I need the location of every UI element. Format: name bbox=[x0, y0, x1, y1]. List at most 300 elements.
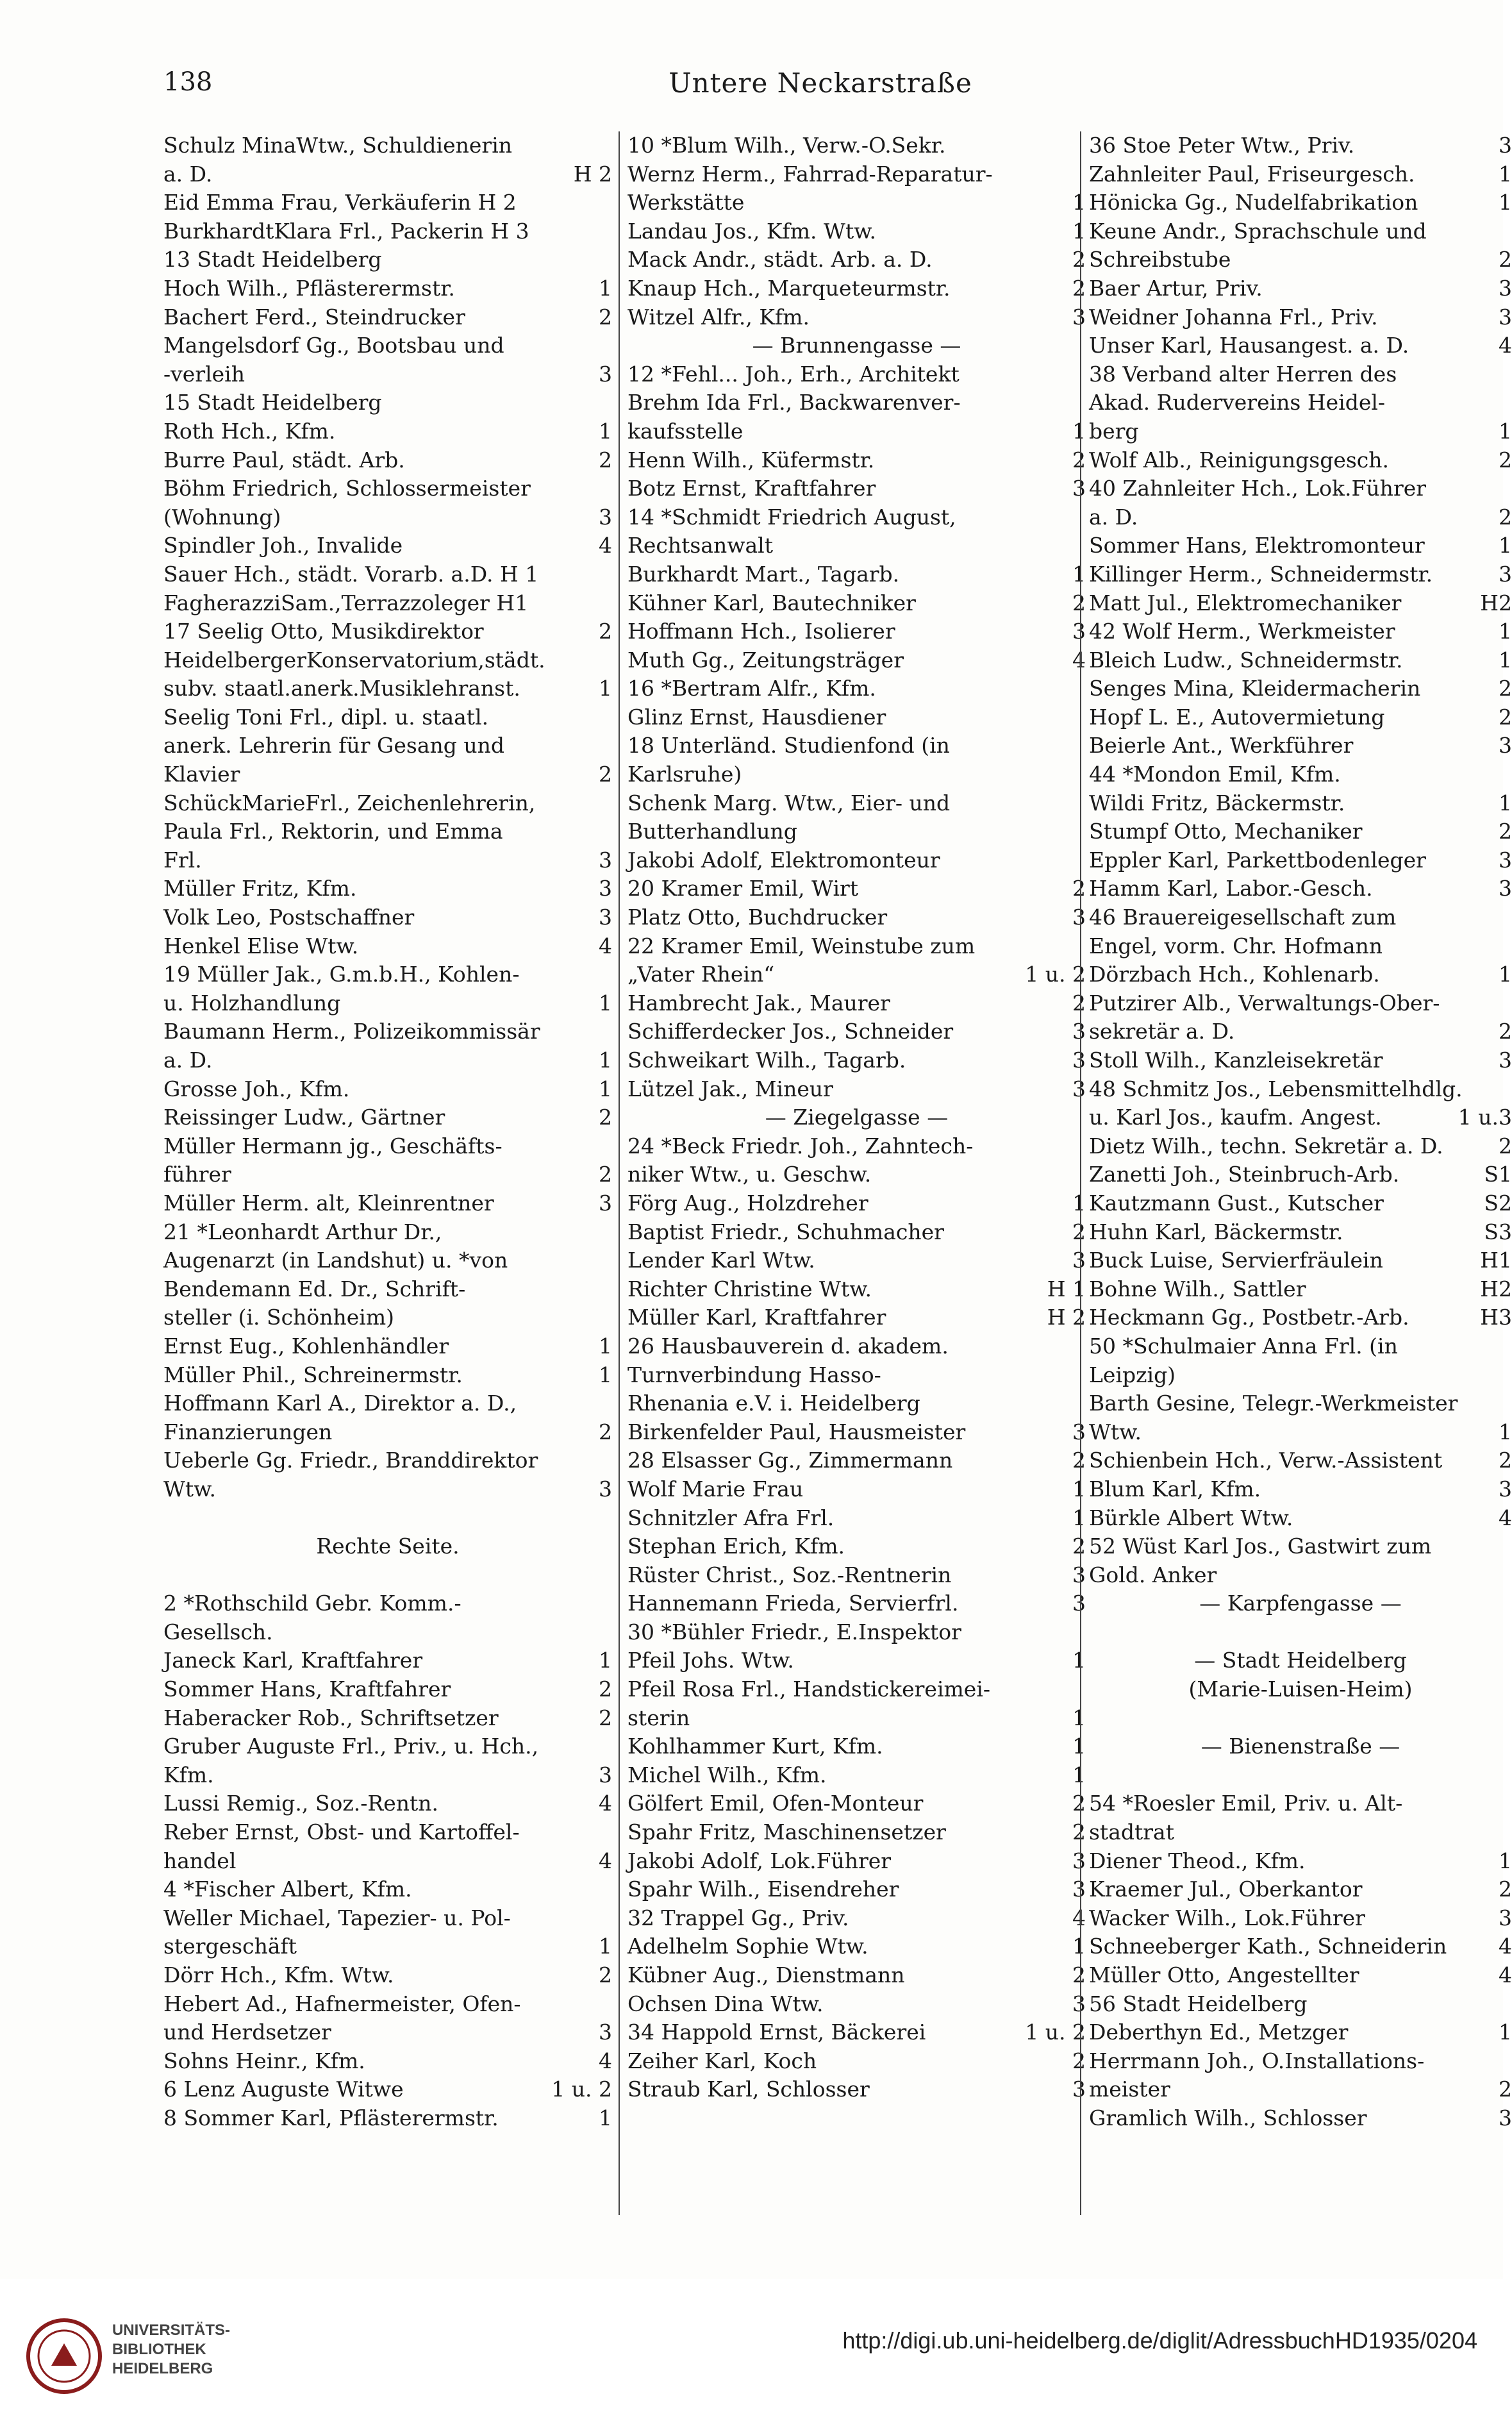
floor-number: 2 bbox=[1072, 1962, 1086, 1987]
directory-column-right bbox=[1080, 131, 1512, 2215]
directory-entry-line bbox=[627, 1818, 1086, 1847]
entry-text: Roth Hch., Kfm. bbox=[163, 418, 336, 444]
directory-entry-line bbox=[1089, 1504, 1512, 1533]
directory-entry-line bbox=[627, 874, 1086, 903]
floor-number: 1 bbox=[1499, 790, 1512, 816]
entry-text: Seelig Toni Frl., dipl. u. staatl. bbox=[163, 704, 489, 730]
entry-text: niker Wtw., u. Geschw. bbox=[627, 1162, 872, 1187]
entry-text: Lender Karl Wtw. bbox=[627, 1248, 815, 1273]
floor-number: 4 bbox=[599, 1848, 612, 1873]
floor-number: 2 bbox=[599, 1705, 612, 1730]
directory-entry-line bbox=[627, 732, 1086, 760]
floor-number: 3 bbox=[1499, 133, 1512, 158]
directory-entry-line bbox=[1089, 1904, 1512, 1933]
floor-number: H3 bbox=[1480, 1305, 1512, 1330]
directory-entry-line bbox=[163, 760, 612, 789]
floor-number: 4 bbox=[1499, 1505, 1512, 1530]
entry-text: Kautzmann Gust., Kutscher bbox=[1089, 1190, 1384, 1216]
directory-entry-line bbox=[1089, 1418, 1512, 1447]
directory-entry-line bbox=[1089, 674, 1512, 703]
entry-text: 4 *Fischer Albert, Kfm. bbox=[163, 1877, 412, 1902]
floor-number: 2 bbox=[1072, 1448, 1086, 1473]
entry-text: Sohns Heinr., Kfm. bbox=[163, 2048, 365, 2073]
floor-number: H1 bbox=[1480, 1248, 1512, 1273]
directory-column-middle bbox=[619, 131, 1086, 2215]
directory-entry-line bbox=[163, 1675, 612, 1704]
directory-entry-line bbox=[627, 1532, 1086, 1561]
entry-text: — Stadt Heidelberg bbox=[1194, 1648, 1407, 1673]
entry-text: 21 *Leonhardt Arthur Dr., bbox=[163, 1219, 442, 1244]
entry-text: Schneeberger Kath., Schneiderin bbox=[1089, 1934, 1447, 1959]
directory-entry-line bbox=[163, 1818, 612, 1847]
section-heading bbox=[163, 1532, 612, 1561]
directory-entry-line bbox=[163, 531, 612, 560]
floor-number: 3 bbox=[599, 504, 612, 530]
floor-number: 1 u.3 bbox=[1458, 1105, 1512, 1130]
entry-text: Eid Emma Frau, Verkäuferin H 2 bbox=[163, 190, 517, 215]
directory-entry-line bbox=[163, 1475, 612, 1504]
floor-number: H 2 bbox=[573, 161, 612, 187]
floor-number: 2 bbox=[599, 1162, 612, 1187]
directory-entry-line bbox=[163, 1303, 612, 1332]
directory-entry-line bbox=[163, 274, 612, 303]
directory-entry-line bbox=[1089, 732, 1512, 760]
entry-text: 18 Unterländ. Studienfond (in bbox=[627, 733, 950, 758]
floor-number: 1 u. 2 bbox=[551, 2077, 612, 2102]
entry-text: Schenk Marg. Wtw., Eier- und bbox=[627, 790, 951, 816]
entry-text: Förg Aug., Holzdreher bbox=[627, 1190, 868, 1216]
floor-number: 2 bbox=[1499, 676, 1512, 701]
entry-text: Wtw. bbox=[163, 1476, 217, 1502]
floor-number: 4 bbox=[1072, 1905, 1086, 1930]
floor-number: 3 bbox=[1499, 733, 1512, 758]
floor-number: 4 bbox=[599, 533, 612, 558]
floor-number: 3 bbox=[1072, 1076, 1086, 1101]
entry-text: Kühner Karl, Bautechniker bbox=[627, 590, 916, 615]
entry-text: Spahr Wilh., Eisendreher bbox=[627, 1877, 899, 1902]
entry-text: Witzel Alfr., Kfm. bbox=[627, 304, 810, 330]
directory-entry-line bbox=[627, 560, 1086, 589]
entry-text: Müller Karl, Kraftfahrer bbox=[627, 1305, 886, 1330]
entry-text: Böhm Friedrich, Schlossermeister bbox=[163, 476, 531, 501]
entry-text: Mangelsdorf Gg., Bootsbau und bbox=[163, 333, 504, 358]
entry-text: a. D. bbox=[163, 1048, 213, 1073]
entry-text: 2 *Rothschild Gebr. Komm.- bbox=[163, 1591, 461, 1616]
directory-entry-line bbox=[163, 389, 612, 417]
directory-entry-line bbox=[627, 274, 1086, 303]
floor-number: 4 bbox=[599, 2048, 612, 2073]
entry-text: Karlsruhe) bbox=[627, 762, 742, 787]
directory-entry-line bbox=[163, 303, 612, 332]
entry-text: Leipzig) bbox=[1089, 1362, 1176, 1387]
directory-entry-line bbox=[1089, 1189, 1512, 1218]
directory-entry-line bbox=[1089, 1017, 1512, 1046]
floor-number: 2 bbox=[599, 1962, 612, 1987]
entry-text: Bachert Ferd., Steindrucker bbox=[163, 304, 465, 330]
entry-text: Finanzierungen bbox=[163, 1419, 333, 1444]
directory-entry-line bbox=[627, 617, 1086, 646]
entry-text: Jakobi Adolf, Lok.Führer bbox=[627, 1848, 892, 1873]
floor-number: 3 bbox=[599, 2020, 612, 2045]
entry-text: Pfeil Johs. Wtw. bbox=[627, 1648, 794, 1673]
directory-entry-line bbox=[627, 1990, 1086, 2019]
directory-entry-line bbox=[627, 1675, 1086, 1704]
directory-entry-line bbox=[1089, 1990, 1512, 2019]
entry-text: Kraemer Jul., Oberkantor bbox=[1089, 1877, 1363, 1902]
directory-entry-line bbox=[627, 2047, 1086, 2076]
entry-text: Stoll Wilh., Kanzleisekretär bbox=[1089, 1048, 1383, 1073]
floor-number: 3 bbox=[1499, 1476, 1512, 1502]
floor-number: 1 bbox=[599, 1934, 612, 1959]
directory-entry-line bbox=[1089, 1875, 1512, 1904]
floor-number: 2 bbox=[1072, 876, 1086, 901]
directory-entry-line bbox=[627, 1218, 1086, 1247]
directory-entry-line bbox=[1089, 417, 1512, 446]
entry-text: — Ziegelgasse — bbox=[765, 1105, 949, 1130]
floor-number: 2 bbox=[1072, 275, 1086, 301]
entry-text: Knaup Hch., Marqueteurmstr. bbox=[627, 275, 951, 301]
directory-entry-line bbox=[627, 1704, 1086, 1733]
entry-text: Haberacker Rob., Schriftsetzer bbox=[163, 1705, 499, 1730]
floor-number: 2 bbox=[1072, 1791, 1086, 1816]
entry-text: Müller Otto, Angestellter bbox=[1089, 1962, 1359, 1987]
directory-entry-line bbox=[163, 131, 612, 160]
directory-entry-line bbox=[627, 389, 1086, 417]
floor-number: 1 bbox=[599, 1076, 612, 1101]
floor-number: 2 bbox=[599, 304, 612, 330]
directory-entry-line bbox=[163, 674, 612, 703]
entry-text: 52 Wüst Karl Jos., Gastwirt zum bbox=[1089, 1534, 1432, 1559]
entry-text: 6 Lenz Auguste Witwe bbox=[163, 2077, 404, 2102]
directory-entry-line bbox=[163, 932, 612, 961]
directory-entry-line bbox=[163, 1961, 612, 1990]
entry-text: Hoffmann Karl A., Direktor a. D., bbox=[163, 1391, 517, 1416]
entry-text: Paula Frl., Rektorin, und Emma bbox=[163, 819, 503, 844]
directory-entry-line bbox=[1089, 217, 1512, 246]
entry-text: Gramlich Wilh., Schlosser bbox=[1089, 2105, 1367, 2130]
directory-entry-line bbox=[1089, 1761, 1512, 1790]
entry-text: 13 Stadt Heidelberg bbox=[163, 247, 382, 272]
directory-entry-line bbox=[627, 1904, 1086, 1933]
entry-text: Heckmann Gg., Postbetr.-Arb. bbox=[1089, 1305, 1409, 1330]
directory-entry-line bbox=[627, 1246, 1086, 1275]
entry-text: stadtrat bbox=[1089, 1820, 1174, 1845]
library-name-line: UNIVERSITÄTS- bbox=[112, 2322, 231, 2339]
directory-entry-line bbox=[163, 1789, 612, 1818]
directory-entry-line bbox=[163, 789, 612, 818]
entry-text: Lützel Jak., Mineur bbox=[627, 1076, 833, 1101]
directory-entry-line bbox=[163, 646, 612, 675]
entry-text: 14 *Schmidt Friedrich August, bbox=[627, 504, 956, 530]
directory-entry-line bbox=[627, 789, 1086, 818]
directory-entry-line bbox=[1089, 188, 1512, 217]
directory-entry-line bbox=[1089, 1446, 1512, 1475]
directory-entry-line bbox=[163, 1990, 612, 2019]
entry-text: Eppler Karl, Parkettbodenleger bbox=[1089, 847, 1426, 873]
floor-number: 3 bbox=[1499, 876, 1512, 901]
entry-text: a. D. bbox=[1089, 504, 1138, 530]
directory-entry-line bbox=[627, 160, 1086, 189]
directory-entry-line bbox=[163, 1132, 612, 1161]
entry-text: Michel Wilh., Kfm. bbox=[627, 1762, 827, 1787]
floor-number: 2 bbox=[1499, 1019, 1512, 1044]
floor-number: 4 bbox=[599, 933, 612, 958]
directory-entry-line bbox=[627, 1046, 1086, 1075]
entry-text: berg bbox=[1089, 418, 1139, 444]
directory-entry-line bbox=[1089, 531, 1512, 560]
entry-text: Zeiher Karl, Koch bbox=[627, 2048, 817, 2073]
entry-text: Barth Gesine, Telegr.-Werkmeister bbox=[1089, 1391, 1458, 1416]
directory-entry-line bbox=[163, 1389, 612, 1418]
library-name bbox=[112, 2321, 230, 2379]
source-url-link[interactable]: http://digi.ub.uni-heidelberg.de/diglit/AdressbuchHD1935/0204 bbox=[842, 2327, 1477, 2354]
directory-entry-line bbox=[1089, 1704, 1512, 1733]
directory-entry-line bbox=[627, 217, 1086, 246]
directory-entry-line bbox=[163, 160, 612, 189]
entry-text: 12 *Fehl... Joh., Erh., Architekt bbox=[627, 361, 960, 387]
floor-number: 2 bbox=[1072, 447, 1086, 473]
directory-entry-line bbox=[163, 617, 612, 646]
floor-number: 3 bbox=[1072, 304, 1086, 330]
entry-text: Zahnleiter Paul, Friseurgesch. bbox=[1089, 161, 1415, 187]
directory-entry-line bbox=[163, 1017, 612, 1046]
entry-text: Schnitzler Afra Frl. bbox=[627, 1505, 835, 1530]
floor-number: 2 bbox=[599, 447, 612, 473]
directory-entry-line bbox=[1089, 1618, 1512, 1647]
entry-text: 15 Stadt Heidelberg bbox=[163, 390, 382, 415]
floor-number: 4 bbox=[599, 1791, 612, 1816]
directory-entry-line bbox=[163, 1504, 612, 1533]
floor-number: 3 bbox=[599, 905, 612, 930]
floor-number: 2 bbox=[1072, 990, 1086, 1016]
directory-entry-line bbox=[627, 1189, 1086, 1218]
entry-text: kaufsstelle bbox=[627, 418, 744, 444]
directory-entry-line bbox=[1089, 589, 1512, 618]
floor-number: 1 bbox=[599, 676, 612, 701]
entry-text: Janeck Karl, Kraftfahrer bbox=[163, 1648, 423, 1673]
entry-text: Klavier bbox=[163, 762, 240, 787]
floor-number: 3 bbox=[1072, 1019, 1086, 1044]
directory-entry-line bbox=[163, 732, 612, 760]
entry-text: Schreibstube bbox=[1089, 247, 1231, 272]
entry-text: 40 Zahnleiter Hch., Lok.Führer bbox=[1089, 476, 1427, 501]
directory-entry-line bbox=[163, 1904, 612, 1933]
directory-entry-line bbox=[1089, 1046, 1512, 1075]
directory-entry-line bbox=[1089, 389, 1512, 417]
directory-entry-line bbox=[1089, 1532, 1512, 1561]
entry-text: Hambrecht Jak., Maurer bbox=[627, 990, 890, 1016]
floor-number: 3 bbox=[1499, 561, 1512, 587]
entry-text: Herrmann Joh., O.Installations- bbox=[1089, 2048, 1425, 2073]
entry-text: 36 Stoe Peter Wtw., Priv. bbox=[1089, 133, 1355, 158]
entry-text: Volk Leo, Postschaffner bbox=[163, 905, 415, 930]
directory-entry-line bbox=[163, 1446, 612, 1475]
floor-number: 3 bbox=[599, 361, 612, 387]
entry-text: 32 Trappel Gg., Priv. bbox=[627, 1905, 849, 1930]
directory-entry-line bbox=[163, 1932, 612, 1961]
entry-text: Augenarzt (in Landshut) u. *von bbox=[163, 1248, 508, 1273]
entry-text: 44 *Mondon Emil, Kfm. bbox=[1089, 762, 1341, 787]
directory-entry-line bbox=[163, 1332, 612, 1361]
directory-entry-line bbox=[163, 1189, 612, 1218]
directory-entry-line bbox=[1089, 274, 1512, 303]
floor-number: 2 bbox=[1499, 247, 1512, 272]
entry-text: Killinger Herm., Schneidermstr. bbox=[1089, 561, 1433, 587]
entry-text: Gesellsch. bbox=[163, 1619, 273, 1644]
directory-entry-line bbox=[627, 446, 1086, 475]
entry-text: Adelhelm Sophie Wtw. bbox=[627, 1934, 868, 1959]
floor-number: 1 bbox=[1499, 2020, 1512, 2045]
entry-text: FagherazziSam.,Terrazzoleger H1 bbox=[163, 590, 529, 615]
directory-entry-line bbox=[163, 246, 612, 274]
entry-text: Huhn Karl, Bäckermstr. bbox=[1089, 1219, 1343, 1244]
entry-text: Wernz Herm., Fahrrad-Reparatur- bbox=[627, 161, 993, 187]
entry-text: -verleih bbox=[163, 361, 245, 387]
directory-entry-line bbox=[627, 1618, 1086, 1647]
floor-number: 1 bbox=[599, 418, 612, 444]
floor-number: 1 bbox=[599, 1333, 612, 1359]
entry-text: Schweikart Wilh., Tagarb. bbox=[627, 1048, 906, 1073]
entry-text: Schifferdecker Jos., Schneider bbox=[627, 1019, 954, 1044]
directory-entry-line bbox=[163, 1646, 612, 1675]
floor-number: 1 bbox=[599, 990, 612, 1016]
entry-text: Kohlhammer Kurt, Kfm. bbox=[627, 1734, 883, 1759]
entry-text: Wacker Wilh., Lok.Führer bbox=[1089, 1905, 1365, 1930]
directory-entry-line bbox=[1089, 1218, 1512, 1247]
directory-entry-line bbox=[627, 188, 1086, 217]
entry-text: Schulz MinaWtw., Schuldienerin bbox=[163, 133, 513, 158]
entry-text: 42 Wolf Herm., Werkmeister bbox=[1089, 619, 1395, 644]
directory-entry-line bbox=[1089, 1475, 1512, 1504]
entry-text: u. Holzhandlung bbox=[163, 990, 341, 1016]
directory-entry-line bbox=[627, 1561, 1086, 1590]
floor-number: 3 bbox=[1072, 2077, 1086, 2102]
directory-entry-line bbox=[627, 1504, 1086, 1533]
entry-text: Brehm Ida Frl., Backwarenver- bbox=[627, 390, 961, 415]
directory-entry-line bbox=[1089, 131, 1512, 160]
directory-entry-line bbox=[627, 1361, 1086, 1390]
floor-number: 1 bbox=[1499, 962, 1512, 987]
entry-text: — Karpfengasse — bbox=[1199, 1591, 1402, 1616]
entry-text: 30 *Bühler Friedr., E.Inspektor bbox=[627, 1619, 961, 1644]
floor-number: 2 bbox=[1072, 247, 1086, 272]
entry-text: 24 *Beck Friedr. Joh., Zahntech- bbox=[627, 1133, 974, 1159]
entry-text: Dörzbach Hch., Kohlenarb. bbox=[1089, 962, 1380, 987]
directory-entry-line bbox=[627, 1932, 1086, 1961]
floor-number: 2 bbox=[1499, 704, 1512, 730]
floor-number: 1 bbox=[1072, 561, 1086, 587]
entry-text: HeidelbergerKonservatorium,städt. bbox=[163, 647, 545, 673]
entry-text: Schienbein Hch., Verw.-Assistent bbox=[1089, 1448, 1443, 1473]
entry-text: Platz Otto, Buchdrucker bbox=[627, 905, 888, 930]
directory-entry-line bbox=[163, 1732, 612, 1761]
entry-text: Baptist Friedr., Schuhmacher bbox=[627, 1219, 944, 1244]
library-name-line: BIBLIOTHEK bbox=[112, 2341, 206, 2358]
directory-entry-line bbox=[627, 1332, 1086, 1361]
entry-text: Hebert Ad., Hafnermeister, Ofen- bbox=[163, 1991, 521, 2016]
entry-text: 48 Schmitz Jos., Lebensmittelhdlg. bbox=[1089, 1076, 1463, 1101]
directory-entry-line bbox=[1089, 331, 1512, 360]
entry-text: Rhenania e.V. i. Heidelberg bbox=[627, 1391, 920, 1416]
page-header bbox=[163, 67, 1477, 106]
floor-number: 2 bbox=[1072, 1534, 1086, 1559]
entry-text: Birkenfelder Paul, Hausmeister bbox=[627, 1419, 966, 1444]
floor-number: 3 bbox=[599, 1762, 612, 1787]
entry-text: 20 Kramer Emil, Wirt bbox=[627, 876, 859, 901]
entry-text: Wolf Alb., Reinigungsgesch. bbox=[1089, 447, 1390, 473]
floor-number: 4 bbox=[1499, 1962, 1512, 1987]
entry-text: Sommer Hans, Elektromonteur bbox=[1089, 533, 1425, 558]
entry-text: sterin bbox=[627, 1705, 690, 1730]
directory-entry-line bbox=[1089, 446, 1512, 475]
directory-entry-line bbox=[163, 903, 612, 932]
floor-number: 1 bbox=[1072, 1762, 1086, 1787]
directory-entry-line bbox=[627, 960, 1086, 989]
directory-entry-line bbox=[1089, 960, 1512, 989]
directory-entry-line bbox=[627, 932, 1086, 961]
directory-entry-line bbox=[1089, 2104, 1512, 2133]
floor-number: 4 bbox=[1072, 647, 1086, 673]
directory-entry-line bbox=[627, 1961, 1086, 1990]
entry-text: Dietz Wilh., techn. Sekretär a. D. bbox=[1089, 1133, 1443, 1159]
directory-entry-line bbox=[627, 1275, 1086, 1304]
floor-number: 3 bbox=[1072, 1248, 1086, 1273]
directory-entry-line bbox=[163, 2104, 612, 2133]
entry-text: Jakobi Adolf, Elektromonteur bbox=[627, 847, 940, 873]
directory-entry-line bbox=[1089, 1275, 1512, 1304]
floor-number: 2 bbox=[1072, 1820, 1086, 1845]
directory-entry-line bbox=[627, 1160, 1086, 1189]
directory-entry-line bbox=[163, 846, 612, 875]
entry-text: Unser Karl, Hausangest. a. D. bbox=[1089, 333, 1409, 358]
entry-text: Wolf Marie Frau bbox=[627, 1476, 804, 1502]
floor-number: 2 bbox=[1499, 1133, 1512, 1159]
floor-number: 4 bbox=[1499, 1934, 1512, 1959]
directory-entry-line bbox=[163, 1275, 612, 1304]
entry-text: Hoch Wilh., Pflästerermstr. bbox=[163, 275, 455, 301]
entry-text: Mack Andr., städt. Arb. a. D. bbox=[627, 247, 933, 272]
directory-entry-line bbox=[627, 674, 1086, 703]
entry-text: 34 Happold Ernst, Bäckerei bbox=[627, 2020, 926, 2045]
floor-number: 1 bbox=[1072, 1934, 1086, 1959]
entry-text: Bleich Ludw., Schneidermstr. bbox=[1089, 647, 1403, 673]
entry-text: Müller Phil., Schreinermstr. bbox=[163, 1362, 463, 1387]
directory-entry-line bbox=[1089, 932, 1512, 961]
floor-number: 1 u. 2 bbox=[1025, 2020, 1086, 2045]
entry-text: 17 Seelig Otto, Musikdirektor bbox=[163, 619, 484, 644]
directory-entry-line bbox=[1089, 1961, 1512, 1990]
directory-entry-line bbox=[1089, 2075, 1512, 2104]
floor-number: 2 bbox=[1072, 2048, 1086, 2073]
entry-text: Wtw. bbox=[1089, 1419, 1142, 1444]
entry-text: sekretär a. D. bbox=[1089, 1019, 1235, 1044]
directory-entry-line bbox=[1089, 760, 1512, 789]
directory-entry-line bbox=[163, 1561, 612, 1590]
entry-text: 38 Verband alter Herren des bbox=[1089, 361, 1397, 387]
library-name-line: HEIDELBERG bbox=[112, 2360, 213, 2377]
directory-entry-line bbox=[627, 817, 1086, 846]
directory-entry-line bbox=[627, 1017, 1086, 1046]
directory-entry-line bbox=[1089, 1160, 1512, 1189]
directory-entry-line bbox=[1089, 303, 1512, 332]
entry-text: Stumpf Otto, Mechaniker bbox=[1089, 819, 1363, 844]
directory-entry-line bbox=[163, 1103, 612, 1132]
directory-entry-line bbox=[627, 1847, 1086, 1876]
directory-entry-line bbox=[627, 646, 1086, 675]
entry-text: Matt Jul., Elektromechaniker bbox=[1089, 590, 1402, 615]
directory-entry-line bbox=[1089, 1561, 1512, 1590]
entry-text: und Herdsetzer bbox=[163, 2020, 331, 2045]
